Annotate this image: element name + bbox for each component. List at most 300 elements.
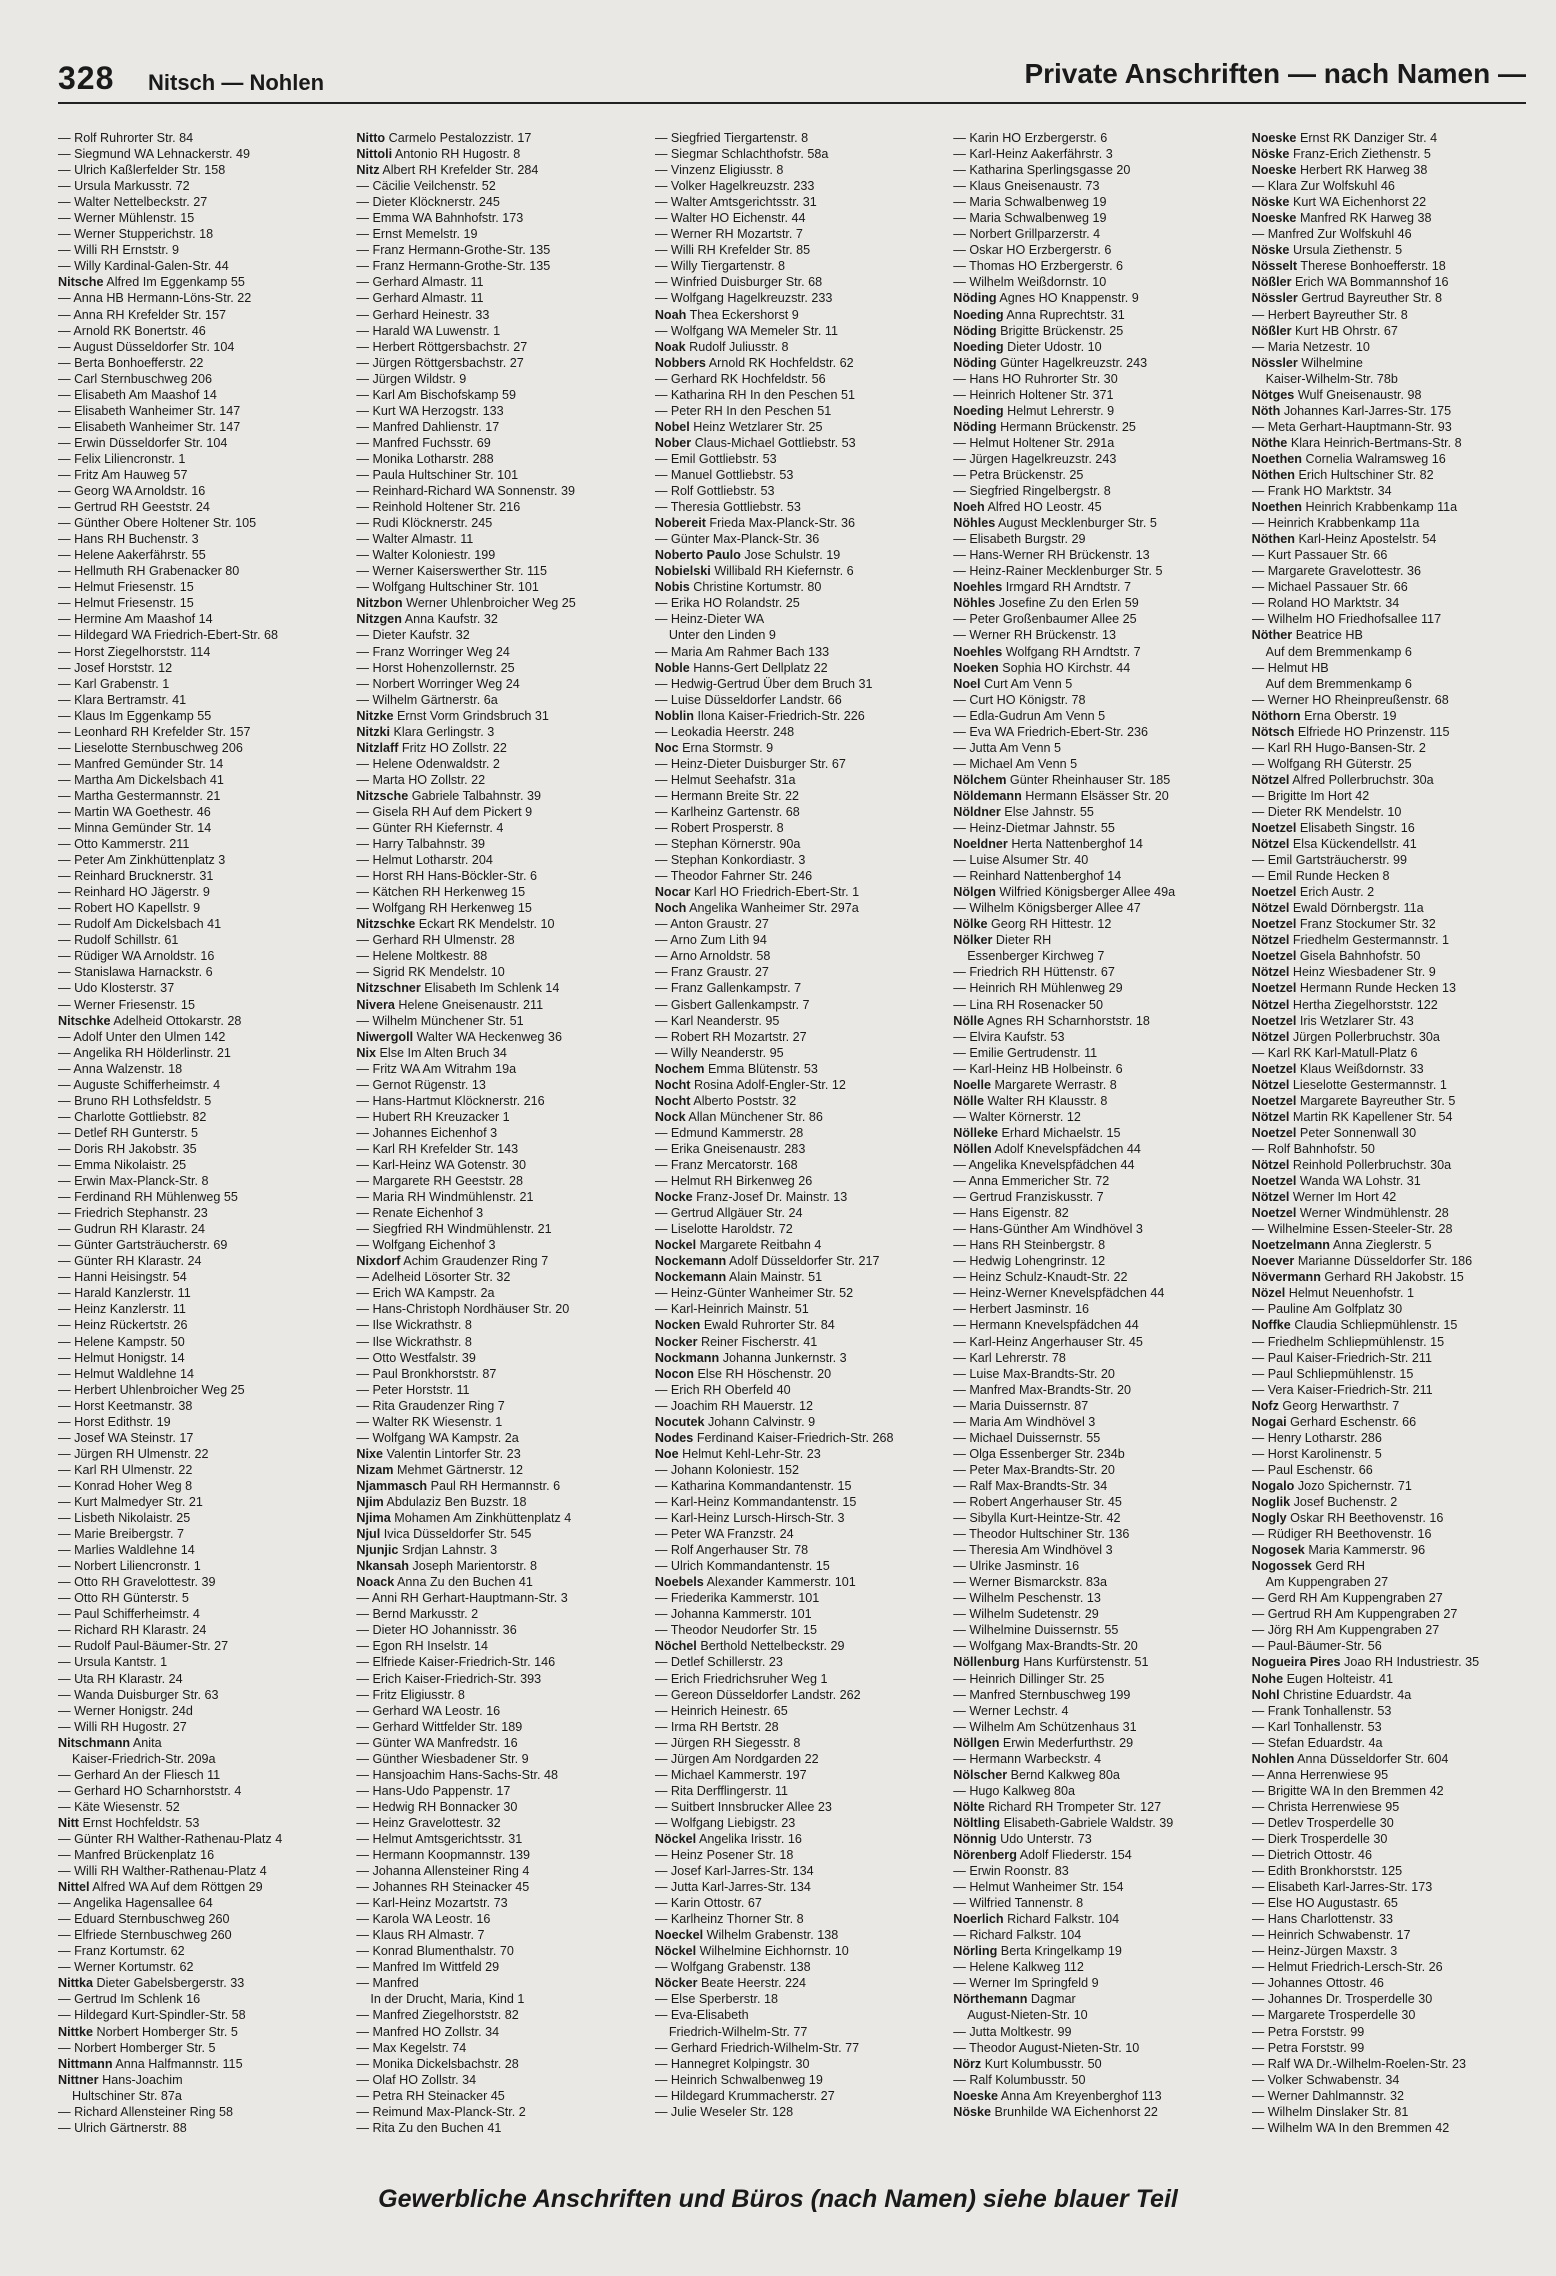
entry-text: Marianne Düsseldorfer Str. 186 — [1297, 1254, 1473, 1269]
directory-entry — [58, 836, 344, 852]
directory-entry — [356, 323, 642, 339]
directory-entry — [953, 772, 1239, 788]
entry-surname: Nöthe — [1251, 435, 1288, 450]
directory-entry — [1252, 1831, 1538, 1847]
entry-text: Arnold RK Bonertstr. 46 — [73, 323, 206, 338]
directory-entry — [655, 1173, 941, 1189]
directory-entry — [953, 2007, 1239, 2023]
directory-entry — [356, 1045, 642, 1061]
directory-entry — [1252, 1350, 1538, 1366]
directory-entry — [953, 1045, 1239, 1061]
entry-text: Alain Mainstr. 51 — [729, 1270, 823, 1285]
entry-surname: Njim — [356, 1494, 384, 1509]
directory-entry — [356, 660, 642, 676]
directory-entry — [655, 804, 941, 820]
entry-text: Am Kuppengraben 27 — [1265, 1575, 1389, 1590]
directory-entry — [953, 1606, 1239, 1622]
directory-entry — [356, 708, 642, 724]
directory-entry — [655, 1671, 941, 1687]
entry-text: Hermann Koopmannstr. 139 — [372, 1848, 531, 1863]
entry-text: Oskar HO Erzbergerstr. 6 — [969, 243, 1112, 258]
directory-entry — [655, 1093, 941, 1109]
entry-text: Vinzenz Eligiusstr. 8 — [670, 163, 784, 178]
directory-entry — [58, 371, 344, 387]
directory-entry — [953, 1366, 1239, 1382]
entry-text: Beatrice HB — [1295, 628, 1363, 643]
directory-entry — [1252, 1687, 1538, 1703]
directory-entry — [58, 1687, 344, 1703]
entry-text: Helene Odenwaldstr. 2 — [372, 756, 500, 771]
directory-entry — [953, 1654, 1239, 1670]
entry-surname: Nocken — [654, 1318, 701, 1333]
entry-text: Elfriede Kaiser-Friedrich-Str. 146 — [372, 1655, 556, 1670]
entry-text: Otto Westfalstr. 39 — [372, 1350, 476, 1365]
directory-entry — [953, 1205, 1239, 1221]
entry-text: Karl-Heinz Mozartstr. 73 — [372, 1896, 508, 1911]
directory-entry — [1252, 531, 1538, 547]
entry-text: Ernst Hochfeldstr. 53 — [82, 1815, 200, 1830]
entry-text: Manfred Sternbuschweg 199 — [969, 1687, 1131, 1702]
entry-text: Maria Am Windhövel 3 — [969, 1414, 1096, 1429]
entry-surname: Noetzel — [1251, 821, 1297, 836]
directory-entry — [58, 226, 344, 242]
directory-entry — [1252, 1991, 1538, 2007]
entry-text: Siegfried Ringelbergstr. 8 — [969, 484, 1111, 499]
entry-surname: Növermann — [1251, 1270, 1321, 1285]
entry-text: Johann Calvinstr. 9 — [708, 1414, 816, 1429]
directory-entry — [58, 2072, 344, 2088]
directory-entry — [356, 419, 642, 435]
directory-entry — [655, 387, 941, 403]
entry-text: Theresia Gottliebstr. 53 — [670, 500, 801, 515]
directory-entry — [655, 355, 941, 371]
entry-text: Willi RH Ernststr. 9 — [74, 243, 180, 258]
entry-text: Manfred Fuchsstr. 69 — [372, 435, 491, 450]
directory-entry — [655, 242, 941, 258]
directory-entry — [655, 1526, 941, 1542]
entry-surname: Nixe — [356, 1446, 384, 1461]
directory-entry — [356, 258, 642, 274]
directory-entry — [58, 130, 344, 146]
entry-text: Anna Am Kreyenberghof 113 — [1000, 2088, 1162, 2103]
directory-entry — [58, 900, 344, 916]
directory-entry — [58, 1959, 344, 1975]
directory-entry — [356, 1654, 642, 1670]
directory-entry — [58, 1622, 344, 1638]
entry-text: Alfred HO Leostr. 45 — [987, 500, 1102, 515]
entry-text: Hans Eigenstr. 82 — [969, 1206, 1069, 1221]
entry-text: Karl RK Karl-Matull-Platz 6 — [1267, 1045, 1418, 1060]
directory-column-4 — [953, 130, 1239, 2140]
entry-text: Hellmuth RH Grabenacker 80 — [74, 564, 240, 579]
directory-entry — [58, 1751, 344, 1767]
directory-entry — [953, 1687, 1239, 1703]
directory-entry — [655, 2007, 941, 2023]
entry-text: Petra Brückenstr. 25 — [969, 467, 1084, 482]
entry-text: Günter Max-Planck-Str. 36 — [670, 532, 820, 547]
directory-entry — [1252, 242, 1538, 258]
directory-entry — [953, 2056, 1239, 2072]
directory-entry — [953, 1671, 1239, 1687]
directory-entry — [655, 852, 941, 868]
directory-entry — [58, 1350, 344, 1366]
directory-entry — [1252, 387, 1538, 403]
directory-column-1 — [58, 130, 344, 2140]
directory-entry — [953, 2024, 1239, 2040]
directory-entry — [58, 242, 344, 258]
directory-entry — [655, 1799, 941, 1815]
entry-text: Friederika Kammerstr. 101 — [670, 1591, 820, 1606]
entry-text: Erich WA Kampstr. 2a — [372, 1286, 495, 1301]
entry-text: Reinhold Holtener Str. 216 — [372, 500, 521, 515]
entry-text: Ulrich Kommandantenstr. 15 — [670, 1559, 830, 1574]
entry-text: Dieter RH — [995, 933, 1052, 948]
directory-entry — [58, 1382, 344, 1398]
entry-text: Adelheid Ottokarstr. 28 — [113, 1013, 242, 1028]
directory-entry — [356, 1991, 642, 2007]
entry-text: Erwin Düsseldorfer Str. 104 — [74, 435, 228, 450]
entry-text: Anita — [132, 1735, 162, 1750]
directory-entry — [356, 307, 642, 323]
directory-entry — [356, 916, 642, 932]
entry-text: Eckart RK Mendelstr. 10 — [418, 917, 555, 932]
entry-text: Stephan Körnerstr. 90a — [670, 837, 801, 852]
entry-surname: Nötzel — [1251, 1077, 1290, 1092]
entry-text: Werner Stupperichstr. 18 — [74, 227, 214, 242]
directory-entry — [953, 1847, 1239, 1863]
directory-entry — [655, 2072, 941, 2088]
directory-entry — [1252, 2024, 1538, 2040]
directory-entry — [953, 948, 1239, 964]
entry-surname: Nittke — [58, 2024, 93, 2039]
entry-text: Helene Moltkestr. 88 — [372, 949, 488, 964]
entry-text: Heinrich Schwabenstr. 17 — [1267, 1928, 1411, 1943]
directory-entry — [356, 997, 642, 1013]
directory-entry — [1252, 451, 1538, 467]
entry-text: Gerhard WA Leostr. 16 — [372, 1703, 501, 1718]
entry-surname: Nitzlaff — [356, 740, 399, 755]
directory-entry — [953, 1061, 1239, 1077]
directory-entry — [1252, 2056, 1538, 2072]
entry-text: Peter Horststr. 11 — [372, 1382, 470, 1397]
entry-text: Karola WA Leostr. 16 — [372, 1912, 491, 1927]
entry-text: Peter Am Zinkhüttenplatz 3 — [74, 853, 226, 868]
entry-text: Wolfgang RH Herkenweg 15 — [372, 901, 532, 916]
directory-entry — [655, 948, 941, 964]
entry-text: Harald WA Luwenstr. 1 — [372, 323, 501, 338]
directory-entry — [953, 1943, 1239, 1959]
directory-entry — [58, 1895, 344, 1911]
directory-entry — [356, 740, 642, 756]
entry-text: Walter RK Wiesenstr. 1 — [372, 1414, 503, 1429]
entry-text: Detlev Trosperdelle 30 — [1267, 1815, 1394, 1830]
entry-text: Auf dem Bremmenkamp 6 — [1265, 644, 1412, 659]
directory-entry — [655, 916, 941, 932]
entry-text: Kurt HB Ohrstr. 67 — [1295, 323, 1398, 338]
entry-text: Erich Austr. 2 — [1299, 885, 1375, 900]
entry-text: Adolf Unter den Ulmen 142 — [73, 1029, 226, 1044]
directory-entry — [58, 178, 344, 194]
entry-text: Leokadia Heerstr. 248 — [670, 724, 795, 739]
entry-text: Eva WA Friedrich-Ebert-Str. 236 — [969, 724, 1149, 739]
directory-entry — [655, 676, 941, 692]
directory-entry — [1252, 772, 1538, 788]
directory-entry — [58, 1494, 344, 1510]
entry-text: Vera Kaiser-Friedrich-Str. 211 — [1267, 1382, 1433, 1397]
directory-entry — [58, 595, 344, 611]
entry-text: Olga Essenberger Str. 234b — [969, 1446, 1125, 1461]
directory-entry — [655, 515, 941, 531]
entry-surname: Nockel — [654, 1238, 697, 1253]
entry-text: Willy Tiergartenstr. 8 — [670, 259, 785, 274]
entry-text: Walter HO Eichenstr. 44 — [670, 211, 806, 226]
directory-entry — [356, 1253, 642, 1269]
entry-surname: Nober — [654, 435, 692, 450]
entry-surname: Nix — [356, 1045, 377, 1060]
entry-text: Claudia Schliepmühlenstr. 15 — [1294, 1318, 1458, 1333]
entry-text: Manfred HO Zollstr. 34 — [372, 2024, 500, 2039]
directory-entry — [1252, 307, 1538, 323]
directory-entry — [58, 403, 344, 419]
entry-surname: Nöske — [1251, 147, 1290, 162]
directory-entry — [1252, 1879, 1538, 1895]
entry-text: Jozo Spichernstr. 71 — [1297, 1478, 1412, 1493]
directory-entry — [953, 1622, 1239, 1638]
directory-entry — [1252, 1061, 1538, 1077]
entry-text: Johanna Allensteiner Ring 4 — [372, 1864, 530, 1879]
directory-entry — [356, 1205, 642, 1221]
entry-surname: Nivera — [356, 997, 395, 1012]
entry-text: Fritz HO Zollstr. 22 — [401, 740, 507, 755]
directory-entry — [356, 435, 642, 451]
entry-text: Detlef Schillerstr. 23 — [670, 1655, 783, 1670]
entry-text: Michael Kammerstr. 197 — [670, 1767, 807, 1782]
directory-entry — [953, 916, 1239, 932]
directory-entry — [655, 1045, 941, 1061]
entry-text: Arno Zum Lith 94 — [670, 933, 767, 948]
entry-text: Josef WA Steinstr. 17 — [74, 1430, 194, 1445]
directory-entry — [1252, 1430, 1538, 1446]
directory-entry — [356, 467, 642, 483]
directory-entry — [953, 499, 1239, 515]
entry-text: Reinhard-Richard WA Sonnenstr. 39 — [372, 484, 576, 499]
directory-entry — [655, 1719, 941, 1735]
entry-text: Hermann Knevelspfädchen 44 — [969, 1318, 1139, 1333]
directory-entry — [58, 210, 344, 226]
entry-text: Maria Duissernstr. 87 — [969, 1398, 1089, 1413]
entry-text: Norbert Worringer Weg 24 — [372, 676, 520, 691]
directory-entry — [58, 964, 344, 980]
directory-entry — [1252, 1606, 1538, 1622]
entry-text: Ralf WA Dr.-Wilhelm-Roelen-Str. 23 — [1267, 2056, 1467, 2071]
entry-text: Friedhelm Schliepmühlenstr. 15 — [1267, 1334, 1445, 1349]
entry-text: Maria RH Windmühlenstr. 21 — [372, 1190, 534, 1205]
directory-entry — [356, 1141, 642, 1157]
entry-text: Klaus Gneisenaustr. 73 — [969, 179, 1100, 194]
directory-entry — [1252, 820, 1538, 836]
directory-entry — [1252, 660, 1538, 676]
entry-surname: Nogossek — [1251, 1559, 1312, 1574]
entry-surname: Nötzel — [1251, 1029, 1290, 1044]
entry-text: Günter RH Kiefernstr. 4 — [372, 821, 504, 836]
entry-text: Helmut Seehafstr. 31a — [670, 772, 796, 787]
entry-text: Horst Edithstr. 19 — [74, 1414, 171, 1429]
entry-text: Berta Kringelkamp 19 — [1000, 1944, 1122, 1959]
entry-text: Margarete Trosperdelle 30 — [1267, 2008, 1416, 2023]
entry-surname: Nöske — [953, 2104, 992, 2119]
directory-entry — [953, 1478, 1239, 1494]
entry-text: Wolfgang WA Kampstr. 2a — [372, 1430, 519, 1445]
entry-text: Paul Eschenstr. 66 — [1267, 1462, 1373, 1477]
entry-surname: Nöldner — [953, 804, 1001, 819]
directory-entry — [655, 2104, 941, 2120]
directory-entry — [655, 1558, 941, 1574]
directory-entry — [655, 708, 941, 724]
entry-text: Margarete Werrastr. 8 — [994, 1077, 1117, 1092]
directory-entry — [356, 178, 642, 194]
entry-text: Thea Eckershorst 9 — [689, 307, 799, 322]
entry-text: Willibald RH Kiefernstr. 6 — [714, 564, 854, 579]
entry-surname: Noeding — [953, 307, 1004, 322]
directory-entry — [356, 2056, 642, 2072]
entry-surname: Nötzel — [1251, 772, 1290, 787]
entry-surname: Nöhles — [953, 516, 996, 531]
directory-entry — [1252, 323, 1538, 339]
entry-surname: Nohlen — [1251, 1751, 1295, 1766]
entry-text: Else Im Alten Bruch 34 — [379, 1045, 507, 1060]
entry-surname: Nöske — [1251, 243, 1290, 258]
entry-text: Hans RH Steinbergstr. 8 — [969, 1238, 1106, 1253]
entry-surname: Noel — [953, 676, 981, 691]
directory-entry — [655, 884, 941, 900]
entry-surname: Nocon — [654, 1366, 694, 1381]
entry-text: Wilhelm Grabenstr. 138 — [706, 1928, 839, 1943]
directory-entry — [356, 387, 642, 403]
directory-entry — [356, 1430, 642, 1446]
directory-entry — [356, 1799, 642, 1815]
directory-entry — [1252, 1542, 1538, 1558]
directory-entry — [953, 563, 1239, 579]
directory-entry — [356, 162, 642, 178]
entry-text: Berta Bonhoefferstr. 22 — [74, 355, 204, 370]
directory-entry — [1252, 1013, 1538, 1029]
entry-text: Josefine Zu den Erlen 59 — [998, 596, 1139, 611]
entry-surname: Noerlich — [953, 1912, 1004, 1927]
entry-text: Essenberger Kirchweg 7 — [967, 949, 1105, 964]
entry-text: Cornelia Walramsweg 16 — [1305, 451, 1446, 466]
entry-text: Sigrid RK Mendelstr. 10 — [372, 965, 505, 980]
directory-entry — [655, 1061, 941, 1077]
directory-entry — [655, 258, 941, 274]
directory-entry — [953, 804, 1239, 820]
entry-text: Wolfgang RH Arndtstr. 7 — [1005, 644, 1141, 659]
entry-text: Rolf Angerhauser Str. 78 — [670, 1543, 809, 1558]
directory-entry — [655, 226, 941, 242]
entry-surname: Nogly — [1251, 1511, 1287, 1526]
directory-entry — [655, 1622, 941, 1638]
directory-entry — [953, 1237, 1239, 1253]
entry-text: Hildegard Kurt-Spindler-Str. 58 — [74, 2008, 246, 2023]
entry-text: Dietrich Ottostr. 46 — [1267, 1848, 1373, 1863]
directory-entry — [953, 1414, 1239, 1430]
entry-text: Christa Herrenwiese 95 — [1267, 1799, 1400, 1814]
directory-entry — [58, 467, 344, 483]
entry-surname: Nocht — [654, 1077, 691, 1092]
entry-surname: Nölker — [953, 933, 993, 948]
entry-text: Gertrud RH Geeststr. 24 — [74, 500, 210, 515]
entry-text: Otto RH Günterstr. 5 — [74, 1591, 189, 1606]
entry-text: Anna Düsseldorfer Str. 604 — [1297, 1751, 1449, 1766]
directory-entry — [953, 435, 1239, 451]
directory-entry — [356, 355, 642, 371]
directory-entry — [655, 1462, 941, 1478]
directory-entry — [953, 660, 1239, 676]
directory-entry — [58, 772, 344, 788]
entry-surname: Nogai — [1251, 1414, 1287, 1429]
directory-entry — [356, 1269, 642, 1285]
directory-entry — [1252, 1141, 1538, 1157]
directory-entry — [655, 1285, 941, 1301]
entry-text: Elfriede Sternbuschweg 260 — [74, 1928, 232, 1943]
entry-text: Hermann Runde Hecken 13 — [1299, 981, 1457, 996]
entry-text: Gereon Düsseldorfer Landstr. 262 — [670, 1687, 861, 1702]
entry-text: Erwin Mederfurthstr. 29 — [1002, 1735, 1134, 1750]
directory-entry — [655, 1157, 941, 1173]
directory-entry — [655, 1414, 941, 1430]
entry-text: Karl-Heinz WA Gotenstr. 30 — [372, 1158, 527, 1172]
entry-surname: Nönnig — [953, 1831, 997, 1846]
entry-surname: Nöthen — [1251, 532, 1295, 547]
directory-entry — [1252, 1045, 1538, 1061]
entry-text: Emma Blütenstr. 53 — [708, 1061, 818, 1076]
entry-surname: Nohl — [1251, 1687, 1280, 1702]
directory-entry — [953, 1013, 1239, 1029]
entry-text: Dagmar — [1030, 1992, 1076, 2007]
directory-entry — [953, 1334, 1239, 1350]
entry-text: Wilhelmine — [1301, 355, 1363, 370]
directory-entry — [356, 2088, 642, 2104]
entry-text: Rolf Ruhrorter Str. 84 — [74, 131, 194, 145]
entry-text: Hans HO Ruhrorter Str. 30 — [969, 371, 1118, 386]
entry-text: Helmut Honigstr. 14 — [74, 1350, 185, 1365]
entry-text: Peter WA Franzstr. 24 — [670, 1527, 794, 1542]
directory-entry — [655, 820, 941, 836]
directory-entry — [1252, 852, 1538, 868]
entry-text: Jürgen Pollerbruchstr. 30a — [1292, 1029, 1440, 1044]
entry-text: Max Kegelstr. 74 — [372, 2040, 467, 2055]
directory-entry — [1252, 1863, 1538, 1879]
entry-text: Ewald Ruhrorter Str. 84 — [703, 1318, 835, 1333]
directory-entry — [655, 1494, 941, 1510]
entry-text: Rita Graudenzer Ring 7 — [372, 1398, 505, 1413]
entry-text: Jürgen Hagelkreuzstr. 243 — [969, 451, 1117, 466]
directory-entry — [1252, 2072, 1538, 2088]
directory-entry — [356, 1189, 642, 1205]
directory-entry — [356, 1446, 642, 1462]
directory-entry — [58, 1606, 344, 1622]
entry-text: Rita Zu den Buchen 41 — [372, 2120, 502, 2135]
directory-entry — [356, 1622, 642, 1638]
directory-entry — [58, 1430, 344, 1446]
directory-entry — [58, 1654, 344, 1670]
entry-text: Elisabeth Am Maashof 14 — [74, 387, 217, 402]
entry-surname: Nittka — [58, 1976, 93, 1991]
entry-text: Klaus Im Eggenkamp 55 — [74, 708, 212, 723]
directory-entry — [953, 1751, 1239, 1767]
entry-surname: Noeske — [953, 2088, 999, 2103]
entry-text: Wolfgang Liebigstr. 23 — [670, 1815, 796, 1830]
entry-text: Norbert Homberger Str. 5 — [74, 2040, 216, 2055]
